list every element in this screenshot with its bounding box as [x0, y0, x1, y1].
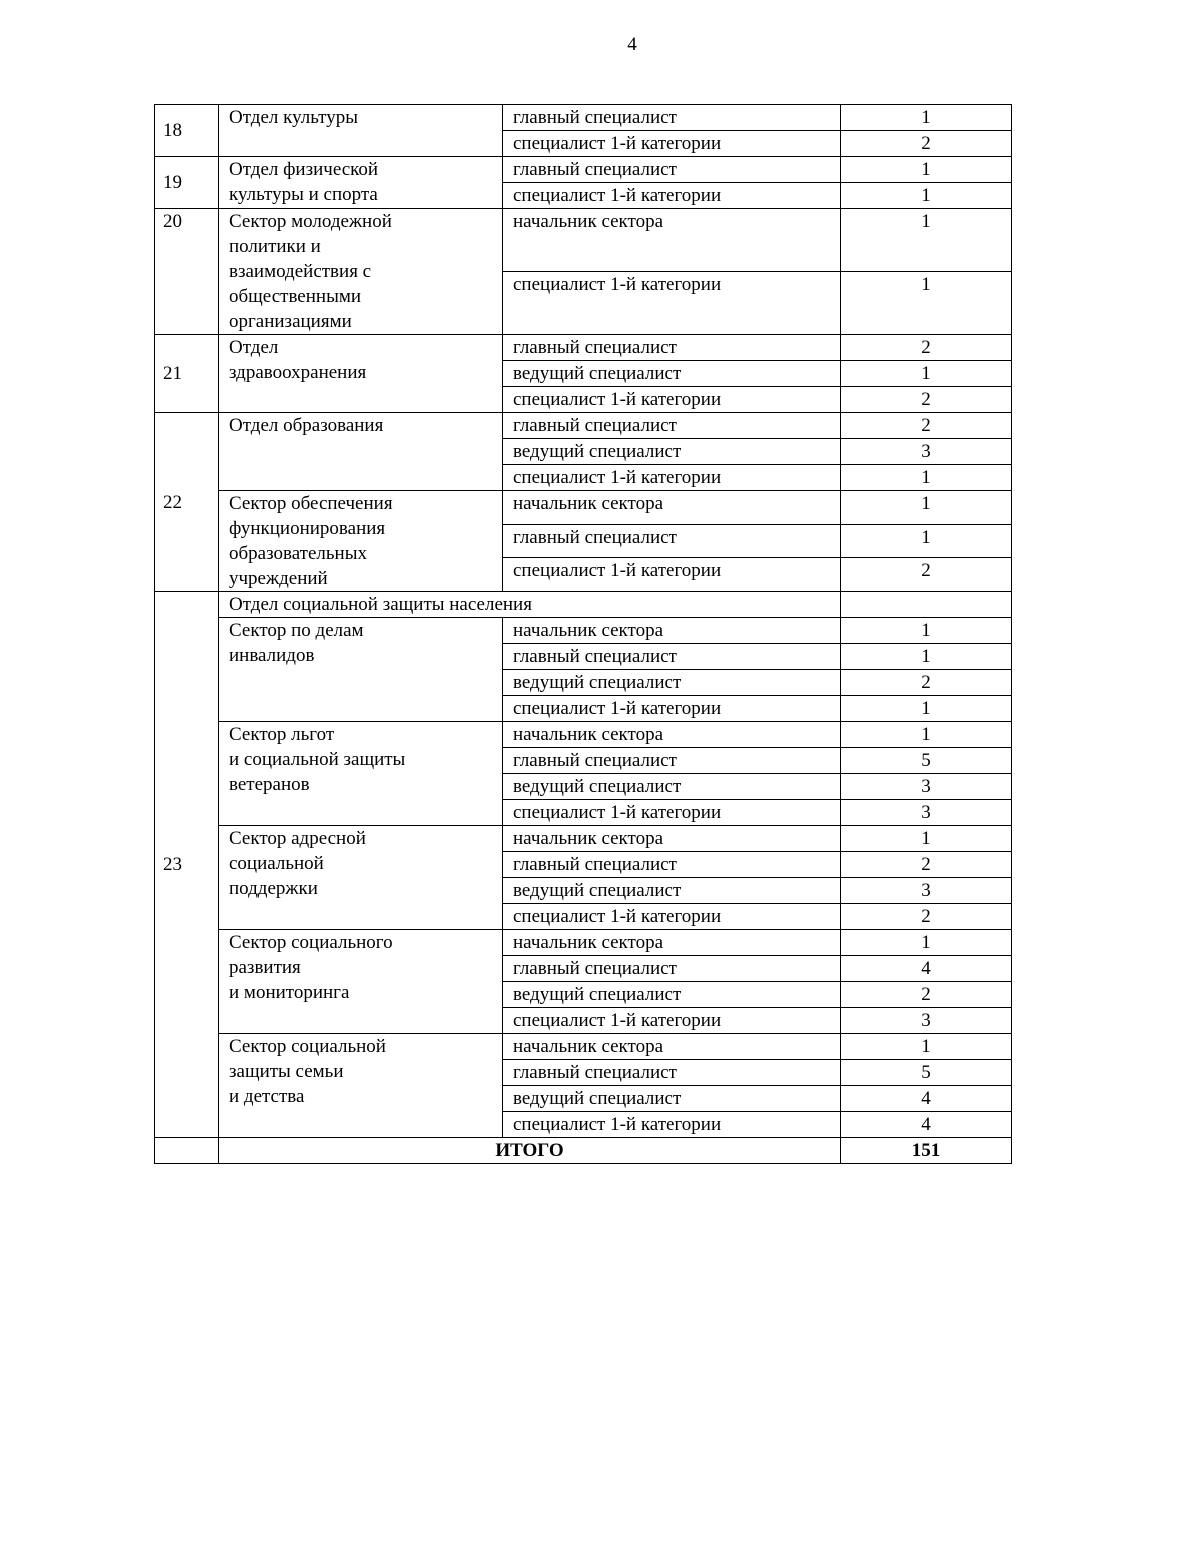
position-title: начальник сектора — [503, 826, 841, 852]
department-name: Отдел образования — [219, 413, 503, 491]
table-row — [155, 105, 1012, 131]
staff-count-empty — [841, 592, 1012, 618]
position-title: главный специалист — [503, 413, 841, 439]
department-name: Сектор социального развития и мониторинга — [219, 930, 503, 1034]
department-name: Сектор по делам инвалидов — [219, 618, 503, 722]
position-title: начальник сектора — [503, 209, 841, 272]
position-title: специалист 1-й категории — [503, 1008, 841, 1034]
staff-count: 1 — [841, 1034, 1012, 1060]
row-number: 18 — [155, 105, 219, 157]
staff-count: 2 — [841, 335, 1012, 361]
department-name: Отдел физической культуры и спорта — [219, 157, 503, 209]
staff-count: 1 — [841, 696, 1012, 722]
staff-count: 3 — [841, 439, 1012, 465]
position-title: ведущий специалист — [503, 361, 841, 387]
staff-count: 3 — [841, 800, 1012, 826]
staff-count: 2 — [841, 670, 1012, 696]
position-title: главный специалист — [503, 956, 841, 982]
position-title: главный специалист — [503, 1060, 841, 1086]
staff-count: 4 — [841, 1086, 1012, 1112]
row-number: 19 — [155, 157, 219, 209]
position-title: главный специалист — [503, 157, 841, 183]
staff-count: 1 — [841, 930, 1012, 956]
position-title: специалист 1-й категории — [503, 183, 841, 209]
table-row — [155, 592, 1012, 618]
row-number: 20 — [155, 209, 219, 335]
staff-count: 2 — [841, 904, 1012, 930]
staff-count: 1 — [841, 618, 1012, 644]
position-title: ведущий специалист — [503, 982, 841, 1008]
department-name: Отдел здравоохранения — [219, 335, 503, 413]
table-row — [155, 1034, 1012, 1060]
staff-count: 3 — [841, 878, 1012, 904]
position-title: ведущий специалист — [503, 878, 841, 904]
department-name: Сектор молодежной политики и взаимодействия с общественными организациями — [219, 209, 503, 335]
staff-count: 1 — [841, 105, 1012, 131]
staff-count: 4 — [841, 956, 1012, 982]
staff-count: 1 — [841, 826, 1012, 852]
position-title: главный специалист — [503, 105, 841, 131]
staff-count: 1 — [841, 183, 1012, 209]
position-title: специалист 1-й категории — [503, 465, 841, 491]
position-title: главный специалист — [503, 335, 841, 361]
staff-count: 1 — [841, 491, 1012, 525]
total-label: ИТОГО — [219, 1138, 841, 1164]
position-title: начальник сектора — [503, 930, 841, 956]
position-title: главный специалист — [503, 524, 841, 558]
position-title: специалист 1-й категории — [503, 800, 841, 826]
table-row — [155, 413, 1012, 439]
staff-count: 2 — [841, 413, 1012, 439]
department-name: Сектор социальной защиты семьи и детства — [219, 1034, 503, 1138]
staff-count: 3 — [841, 774, 1012, 800]
position-title: специалист 1-й категории — [503, 696, 841, 722]
staff-count: 1 — [841, 157, 1012, 183]
table-row — [155, 335, 1012, 361]
department-name: Сектор обеспечения функционирования образовательных учреждений — [219, 491, 503, 592]
staff-count: 1 — [841, 722, 1012, 748]
department-name: Отдел культуры — [219, 105, 503, 157]
position-title: начальник сектора — [503, 491, 841, 525]
staff-count: 3 — [841, 1008, 1012, 1034]
position-title: специалист 1-й категории — [503, 558, 841, 592]
staff-count: 2 — [841, 852, 1012, 878]
total-row — [155, 1138, 1012, 1164]
position-title: начальник сектора — [503, 722, 841, 748]
staff-count: 5 — [841, 1060, 1012, 1086]
row-number: 23 — [155, 592, 219, 1138]
position-title: главный специалист — [503, 748, 841, 774]
row-number: 21 — [155, 335, 219, 413]
position-title: начальник сектора — [503, 618, 841, 644]
staff-table-body — [155, 105, 1012, 1164]
position-title: главный специалист — [503, 644, 841, 670]
staff-count: 2 — [841, 387, 1012, 413]
staff-table — [154, 104, 1012, 1164]
staff-count: 1 — [841, 272, 1012, 335]
table-row — [155, 722, 1012, 748]
staff-count: 2 — [841, 982, 1012, 1008]
position-title: специалист 1-й категории — [503, 272, 841, 335]
position-title: специалист 1-й категории — [503, 131, 841, 157]
position-title: ведущий специалист — [503, 1086, 841, 1112]
staff-count: 5 — [841, 748, 1012, 774]
staff-count: 2 — [841, 131, 1012, 157]
department-heading: Отдел социальной защиты населения — [219, 592, 841, 618]
department-name: Сектор адресной социальной поддержки — [219, 826, 503, 930]
total-blank-cell — [155, 1138, 219, 1164]
row-number: 22 — [155, 413, 219, 592]
staff-count: 1 — [841, 361, 1012, 387]
position-title: ведущий специалист — [503, 439, 841, 465]
page-number: 4 — [627, 34, 637, 55]
position-title: специалист 1-й категории — [503, 904, 841, 930]
staff-count: 1 — [841, 524, 1012, 558]
table-row — [155, 930, 1012, 956]
position-title: начальник сектора — [503, 1034, 841, 1060]
table-row — [155, 157, 1012, 183]
table-row — [155, 826, 1012, 852]
position-title: ведущий специалист — [503, 774, 841, 800]
position-title: ведущий специалист — [503, 670, 841, 696]
position-title: главный специалист — [503, 852, 841, 878]
table-row — [155, 491, 1012, 525]
staff-count: 4 — [841, 1112, 1012, 1138]
staff-count: 1 — [841, 465, 1012, 491]
staff-count: 2 — [841, 558, 1012, 592]
staff-count: 1 — [841, 644, 1012, 670]
staff-count: 1 — [841, 209, 1012, 272]
table-row — [155, 618, 1012, 644]
department-name: Сектор льгот и социальной защиты ветеранов — [219, 722, 503, 826]
position-title: специалист 1-й категории — [503, 387, 841, 413]
position-title: специалист 1-й категории — [503, 1112, 841, 1138]
table-row — [155, 209, 1012, 272]
total-count: 151 — [841, 1138, 1012, 1164]
